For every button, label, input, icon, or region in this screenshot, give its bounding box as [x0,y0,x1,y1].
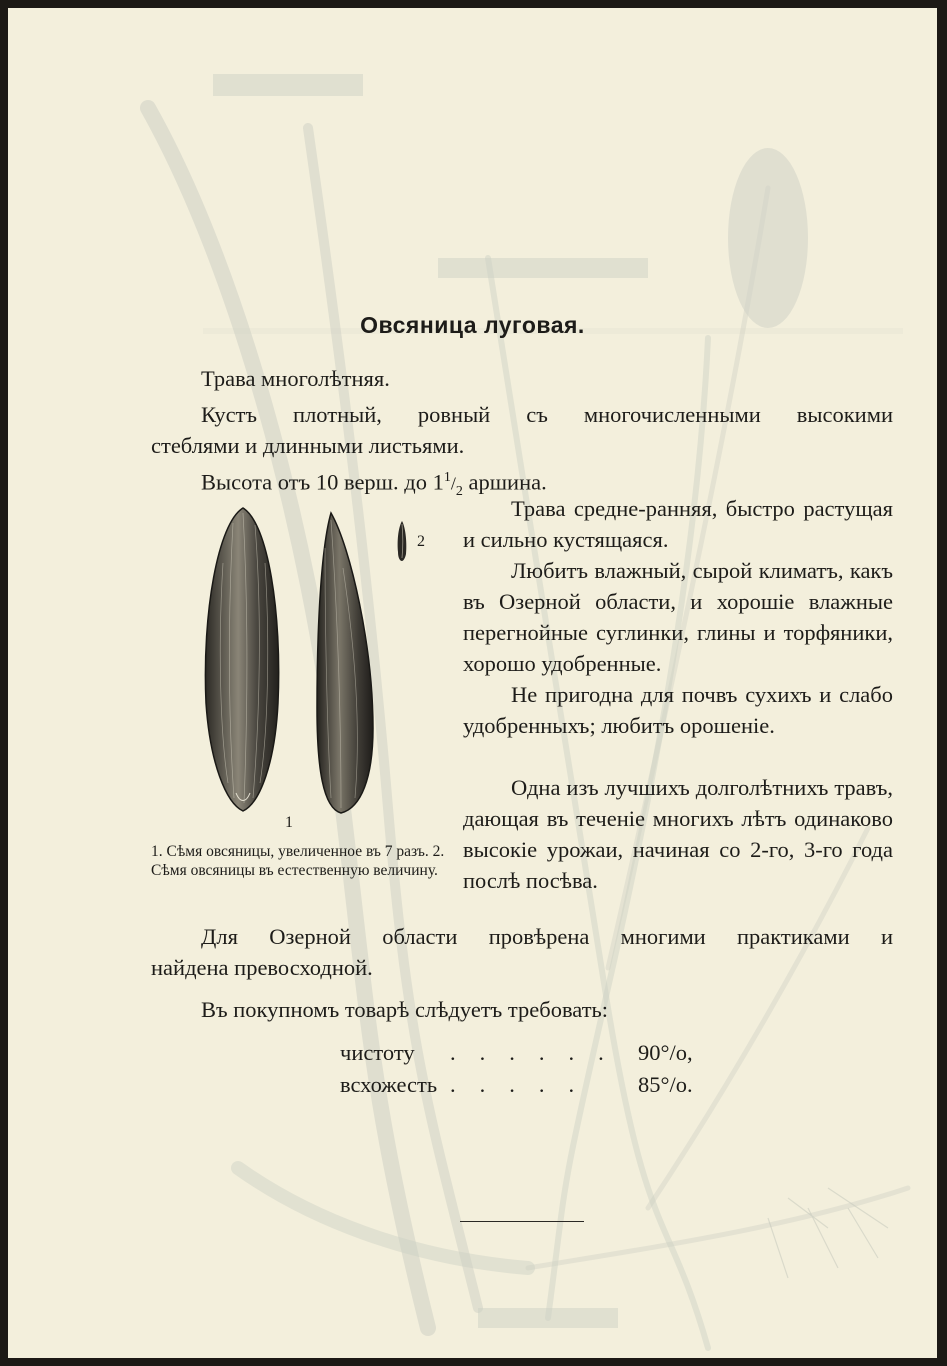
requirement-germination-dots: ..... [450,1072,599,1097]
figure-caption: 1. Сѣмя овсяницы, увеличенное въ 7 разъ. 2. Сѣмя овсяницы въ естественную величину. [151,843,445,879]
seed-enlarged-side-illustration [311,508,381,818]
paragraph-growth: Трава средне-ранняя, быстро растущая и сильно кустящаяся. [463,496,893,552]
seed-enlarged-front-illustration [198,503,288,813]
height-unit: аршина. [468,469,547,495]
intro-line-2a: Кустъ плотный, ровный съ многочисленными высокими [201,402,893,427]
paragraph-climate: Любитъ влажный, сырой климатъ, какъ въ Озерной области, и хорошіе влажные перегнойные суглинки, глины и торфяники, хорошо удобренные. [463,558,893,676]
intro-line-3: Высота отъ 10 верш. до $1^1/_2$ аршина. [201,469,547,499]
seed-natural-size-illustration [396,520,408,562]
page-title: Овсяница луговая. [360,312,585,338]
paragraph-longevity: Одна изъ лучшихъ долголѣтнихъ травъ, дающая въ теченіе многихъ лѣтъ одинаково высокіе урожаи, начиная со 2-го, 3-го года послѣ посѣва. [463,775,893,893]
closing-rule [460,1221,584,1222]
document-page [8,8,937,1358]
requirement-purity-label: чистоту [340,1040,415,1065]
figure-label-2: 2 [417,533,425,550]
fraction-denominator: 2 [455,484,463,499]
intro-line-1: Трава многолѣтняя. [201,366,390,391]
fraction-numerator: 1 [443,470,451,485]
requirement-germination-label: всхожесть [340,1072,438,1097]
requirement-purity-value: 90°/o, [638,1040,693,1065]
paragraph-soils: Не пригодна для почвъ сухихъ и слабо удобренныхъ; любитъ орошеніе. [463,682,893,738]
requirement-purity-dots: ...... [450,1040,628,1065]
requirement-germination-value: 85°/o. [638,1072,693,1097]
intro-line-2b: стеблями и длинными листьями. [151,433,465,458]
closing-line-3: Въ покупномъ товарѣ слѣдуетъ требовать: [201,997,609,1022]
figure-label-1: 1 [285,814,293,831]
closing-line-2: найдена превосходной. [151,955,373,980]
height-text: Высота отъ 10 верш. до 1 [201,469,444,495]
closing-line-1: Для Озерной области провѣрена многими практиками и [201,924,893,949]
